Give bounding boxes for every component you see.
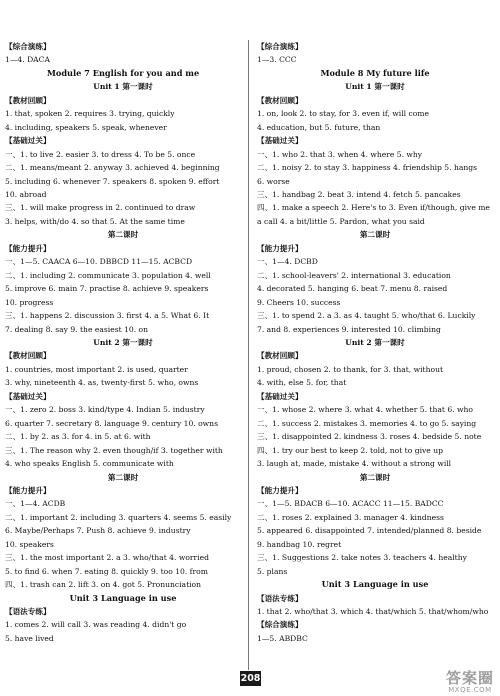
section-heading: 【综合演练】 <box>257 620 303 630</box>
column-divider <box>248 40 249 670</box>
lesson-heading: Unit 1 第一课时 <box>345 82 405 92</box>
answer-line: 5. have lived <box>5 633 54 643</box>
section-heading: 【能力提升】 <box>5 243 51 253</box>
answer-line: 二、1. important 2. including 3. quarters 4. seems 5. easily <box>5 512 232 522</box>
answer-line: 三、1. will make progress in 2. continued to draw <box>5 203 196 213</box>
lesson-heading: 第二课时 <box>107 230 139 240</box>
answer-line: 一、1—4. ACDB <box>5 499 66 509</box>
answer-line: 5. appeared 6. disappointed 7. intended/planned 8. beside <box>257 526 482 536</box>
answer-line: 一、1. whose 2. where 3. what 4. whether 5. that 6. who <box>257 405 473 415</box>
answer-line: 二、1. success 2. mistakes 3. memories 4. to go 5. saying <box>257 418 477 428</box>
answer-line: 1—3. CCC <box>257 55 297 65</box>
answer-line: a call 4. a bit/little 5. Pardon, what you said <box>257 216 425 226</box>
section-heading: 【能力提升】 <box>5 485 51 495</box>
section-heading: 【教材回顾】 <box>257 351 303 361</box>
answer-line: 三、1. disappointed 2. kindness 3. roses 4. bedside 5. note <box>257 432 482 442</box>
answer-line: 9. Cheers 10. success <box>257 297 341 307</box>
answer-line: 四、1. trash can 2. lift 3. on 4. got 5. Pronunciation <box>5 580 202 590</box>
answer-line: 6. Maybe/Perhaps 7. Push 8. achieve 9. industry <box>5 526 191 536</box>
unit-heading: Unit 3 Language in use <box>321 579 429 590</box>
section-heading: 【教材回顾】 <box>257 95 303 105</box>
watermark-text: 答案圈 <box>445 669 494 687</box>
answer-line: 一、1—4. DCBD <box>257 257 318 267</box>
answer-line: 10. progress <box>5 297 54 307</box>
unit-heading: Unit 3 Language in use <box>69 592 177 603</box>
unit-heading: Module 7 English for you and me <box>46 67 200 78</box>
answer-line: 四、1. try our best to keep 2. told, not to give up <box>257 445 443 455</box>
answer-line: 10. speakers <box>5 539 54 549</box>
answer-line: 4. including, speakers 5. speak, whenever <box>5 122 167 132</box>
answer-line: 1. that 2. who/that 3. which 4. that/which 5. that/whom/who <box>257 607 489 617</box>
section-heading: 【教材回顾】 <box>5 95 51 105</box>
lesson-heading: Unit 2 第一课时 <box>93 337 153 347</box>
answer-line: 二、1. by 2. as 3. for 4. in 5. at 6. with <box>5 432 151 442</box>
answer-line: 一、1. who 2. that 3. when 4. where 5. why <box>257 149 423 159</box>
section-heading: 【基础过关】 <box>257 391 303 401</box>
answer-line: 二、1. roses 2. explained 3. manager 4. kindness <box>257 512 444 522</box>
answer-line: 10. abroad <box>5 189 47 199</box>
answer-line: 4. education, but 5. future, than <box>257 122 381 132</box>
answer-line: 9. handbag 10. regret <box>257 539 342 549</box>
answer-line: 3. laugh at, made, mistake 4. without a strong will <box>257 459 452 469</box>
answer-line: 三、1. to spend 2. a 3. as 4. taught 5. who/that 6. Luckily <box>257 311 476 321</box>
answer-line: 1. comes 2. will call 3. was reading 4. didn't go <box>5 620 187 630</box>
answer-line: 一、1. zero 2. boss 3. kind/type 4. Indian 5. industry <box>5 405 205 415</box>
answer-line: 二、1. school-leavers' 2. international 3. education <box>257 270 451 280</box>
lesson-heading: Unit 1 第一课时 <box>93 82 153 92</box>
answer-line: 三、1. handbag 2. beat 3. intend 4. fetch 5. pancakes <box>257 189 461 199</box>
answer-line: 二、1. noisy 2. to stay 3. happiness 4. friendship 5. hangs <box>257 163 478 173</box>
answer-line: 四、1. make a speech 2. Here's to 3. Even if/though, give me <box>257 203 490 213</box>
answer-line: 5. to find 6. when 7. eating 8. quickly 9. too 10. from <box>5 566 208 576</box>
right-answer-column <box>257 40 493 645</box>
lesson-heading: 第二课时 <box>107 472 139 482</box>
watermark-url: MXQE.COM <box>448 686 492 694</box>
answer-line: 一、1. to live 2. easier 3. to dress 4. To be 5. once <box>5 149 196 159</box>
section-heading: 【教材回顾】 <box>5 351 51 361</box>
left-answer-column <box>5 40 241 645</box>
answer-line: 1. proud, chosen 2. to thank, for 3. that, without <box>257 364 444 374</box>
answer-line: 三、1. happens 2. discussion 3. first 4. a 5. What 6. It <box>5 311 210 321</box>
answer-line: 一、1—5. CAACA 6—10. DBBCD 11—15. ACBCD <box>5 257 193 267</box>
answer-line: 1. on, look 2. to stay, for 3. even if, will come <box>257 109 430 119</box>
section-heading: 【语法专练】 <box>257 593 303 603</box>
answer-line: 二、1. including 2. communicate 3. population 4. well <box>5 270 211 280</box>
unit-heading: Module 8 My future life <box>320 67 430 78</box>
answer-line: 1. countries, most important 2. is used, quarter <box>5 364 188 374</box>
answer-line: 4. who speaks English 5. communicate with <box>5 459 174 469</box>
answer-line: 二、1. means/meant 2. anyway 3. achieved 4. beginning <box>5 163 220 173</box>
answer-line: 1. that, spoken 2. requires 3. trying, quickly <box>5 109 175 119</box>
lesson-heading: Unit 2 第一课时 <box>345 337 405 347</box>
answer-line: 5. improve 6. main 7. practise 8. achieve 9. speakers <box>5 284 209 294</box>
answer-line: 三、1. Suggestions 2. take notes 3. teachers 4. healthy <box>257 553 467 563</box>
section-heading: 【能力提升】 <box>257 485 303 495</box>
answer-line: 4. decorated 5. hanging 6. beat 7. menu 8. raised <box>257 284 448 294</box>
answer-line: 三、1. the most important 2. a 3. who/that 4. worried <box>5 553 209 563</box>
answer-line: 三、1. The reason why 2. even though/if 3. together with <box>5 445 223 455</box>
watermark-logo <box>446 670 494 694</box>
answer-line: 一、1—5. BDACB 6—10. ACACC 11—15. BADCC <box>257 499 444 509</box>
answer-line: 5. plans <box>257 566 288 576</box>
answer-line: 3. why, nineteenth 4. as, twenty-first 5. who, owns <box>5 378 199 388</box>
answer-line: 1—4. DACA <box>5 55 50 65</box>
page-number: 208 <box>240 673 261 684</box>
section-heading: 【综合演练】 <box>257 42 303 51</box>
answer-line: 1—5. ABDBC <box>257 633 308 643</box>
answer-line: 7. and 8. experiences 9. interested 10. climbing <box>257 324 441 334</box>
answer-line: 7. dealing 8. say 9. the easiest 10. on <box>5 324 149 334</box>
answer-line: 6. worse <box>257 176 290 186</box>
section-heading: 【语法专练】 <box>5 607 51 617</box>
lesson-heading: 第二课时 <box>359 472 391 482</box>
section-heading: 【能力提升】 <box>257 243 303 253</box>
section-heading: 【基础过关】 <box>5 391 51 401</box>
answer-line: 3. helps, with/do 4. so that 5. At the same time <box>5 216 185 226</box>
answer-line: 5. including 6. whenever 7. speakers 8. spoken 9. effort <box>5 176 220 186</box>
answer-line: 6. quarter 7. secretary 8. language 9. century 10. owns <box>5 418 218 428</box>
lesson-heading: 第二课时 <box>359 230 391 240</box>
section-heading: 【综合演练】 <box>5 42 51 51</box>
section-heading: 【基础过关】 <box>5 136 51 146</box>
section-heading: 【基础过关】 <box>257 136 303 146</box>
answer-line: 4. with, else 5. for, that <box>257 378 347 388</box>
